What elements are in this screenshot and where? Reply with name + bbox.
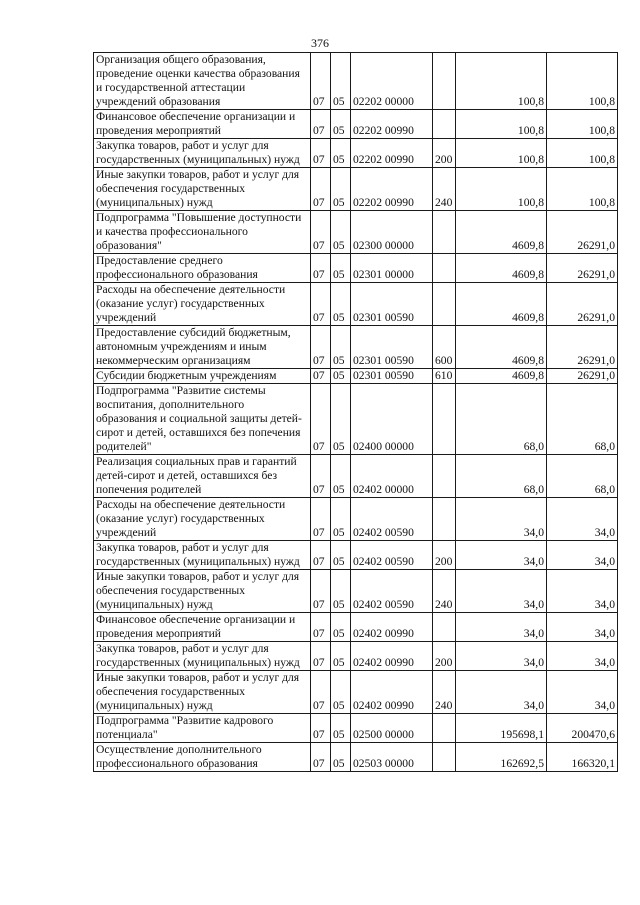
subsection-code-cell: 05 [331, 384, 351, 455]
table-row [94, 139, 618, 168]
expense-type-cell [433, 743, 456, 772]
amount-year2-cell: 100,8 [547, 139, 618, 168]
target-article-cell: 02402 00990 [351, 671, 433, 714]
subsection-code-cell: 05 [331, 498, 351, 541]
table-row [94, 570, 618, 613]
table-row [94, 541, 618, 570]
amount-year1-cell: 34,0 [456, 498, 547, 541]
row-name-cell: Реализация социальных прав и гарантий детей-сирот и детей, оставшихся без попечения родителей [94, 455, 311, 498]
section-code-cell: 07 [311, 743, 331, 772]
amount-year2-cell: 100,8 [547, 110, 618, 139]
subsection-code-cell: 05 [331, 570, 351, 613]
section-code-cell: 07 [311, 541, 331, 570]
target-article-cell: 02400 00000 [351, 384, 433, 455]
table-row [94, 110, 618, 139]
row-name-cell: Расходы на обеспечение деятельности (оказание услуг) государственных учреждений [94, 283, 311, 326]
amount-year2-cell: 68,0 [547, 384, 618, 455]
target-article-cell: 02202 00990 [351, 139, 433, 168]
amount-year1-cell: 34,0 [456, 613, 547, 642]
target-article-cell: 02202 00990 [351, 110, 433, 139]
amount-year1-cell: 4609,8 [456, 369, 547, 384]
amount-year2-cell: 26291,0 [547, 326, 618, 369]
table-row [94, 613, 618, 642]
section-code-cell: 07 [311, 139, 331, 168]
section-code-cell: 07 [311, 570, 331, 613]
row-name-cell: Организация общего образования, проведение оценки качества образования и государственной аттестации учреждений образования [94, 53, 311, 110]
page-number: 376 [311, 36, 329, 50]
table-row [94, 53, 618, 110]
section-code-cell: 07 [311, 671, 331, 714]
amount-year2-cell: 34,0 [547, 541, 618, 570]
table-row [94, 642, 618, 671]
expense-type-cell: 240 [433, 168, 456, 211]
target-article-cell: 02301 00000 [351, 254, 433, 283]
row-name-cell: Иные закупки товаров, работ и услуг для обеспечения государственных (муниципальных) нужд [94, 671, 311, 714]
row-name-cell: Финансовое обеспечение организации и проведения мероприятий [94, 613, 311, 642]
amount-year2-cell: 100,8 [547, 53, 618, 110]
section-code-cell: 07 [311, 498, 331, 541]
row-name-cell: Закупка товаров, работ и услуг для государственных (муниципальных) нужд [94, 642, 311, 671]
expense-type-cell: 200 [433, 541, 456, 570]
table-row [94, 369, 618, 384]
row-name-cell: Закупка товаров, работ и услуг для государственных (муниципальных) нужд [94, 541, 311, 570]
amount-year2-cell: 26291,0 [547, 211, 618, 254]
section-code-cell: 07 [311, 369, 331, 384]
table-row [94, 455, 618, 498]
expense-type-cell [433, 455, 456, 498]
amount-year2-cell: 200470,6 [547, 714, 618, 743]
section-code-cell: 07 [311, 455, 331, 498]
row-name-cell: Подпрограмма "Развитие кадрового потенциала" [94, 714, 311, 743]
table-row [94, 254, 618, 283]
row-name-cell: Субсидии бюджетным учреждениям [94, 369, 311, 384]
subsection-code-cell: 05 [331, 743, 351, 772]
section-code-cell: 07 [311, 613, 331, 642]
section-code-cell: 07 [311, 714, 331, 743]
row-name-cell: Предоставление среднего профессионального образования [94, 254, 311, 283]
subsection-code-cell: 05 [331, 326, 351, 369]
section-code-cell: 07 [311, 211, 331, 254]
subsection-code-cell: 05 [331, 714, 351, 743]
amount-year2-cell: 26291,0 [547, 254, 618, 283]
amount-year1-cell: 34,0 [456, 671, 547, 714]
target-article-cell: 02500 00000 [351, 714, 433, 743]
amount-year1-cell: 4609,8 [456, 326, 547, 369]
amount-year1-cell: 100,8 [456, 168, 547, 211]
subsection-code-cell: 05 [331, 254, 351, 283]
subsection-code-cell: 05 [331, 110, 351, 139]
expense-type-cell: 240 [433, 570, 456, 613]
row-name-cell: Иные закупки товаров, работ и услуг для обеспечения государственных (муниципальных) нужд [94, 570, 311, 613]
expense-type-cell [433, 384, 456, 455]
table-row [94, 283, 618, 326]
expense-type-cell [433, 53, 456, 110]
target-article-cell: 02301 00590 [351, 326, 433, 369]
expense-type-cell [433, 110, 456, 139]
table-row [94, 714, 618, 743]
amount-year2-cell: 34,0 [547, 498, 618, 541]
expense-type-cell: 200 [433, 642, 456, 671]
table-row [94, 671, 618, 714]
amount-year1-cell: 100,8 [456, 110, 547, 139]
amount-year1-cell: 4609,8 [456, 283, 547, 326]
table-row [94, 326, 618, 369]
budget-table [93, 52, 618, 772]
section-code-cell: 07 [311, 254, 331, 283]
target-article-cell: 02402 00590 [351, 498, 433, 541]
subsection-code-cell: 05 [331, 211, 351, 254]
target-article-cell: 02402 00990 [351, 642, 433, 671]
amount-year2-cell: 34,0 [547, 642, 618, 671]
target-article-cell: 02402 00990 [351, 613, 433, 642]
target-article-cell: 02503 00000 [351, 743, 433, 772]
expense-type-cell: 240 [433, 671, 456, 714]
row-name-cell: Предоставление субсидий бюджетным, автономным учреждениям и иным некоммерческим организациям [94, 326, 311, 369]
table-row [94, 168, 618, 211]
amount-year2-cell: 34,0 [547, 671, 618, 714]
amount-year1-cell: 100,8 [456, 139, 547, 168]
section-code-cell: 07 [311, 326, 331, 369]
expense-type-cell: 610 [433, 369, 456, 384]
amount-year1-cell: 34,0 [456, 570, 547, 613]
amount-year1-cell: 68,0 [456, 384, 547, 455]
row-name-cell: Осуществление дополнительного профессионального образования [94, 743, 311, 772]
expense-type-cell [433, 211, 456, 254]
amount-year1-cell: 4609,8 [456, 211, 547, 254]
budget-table-body [94, 53, 618, 772]
amount-year2-cell: 68,0 [547, 455, 618, 498]
target-article-cell: 02202 00000 [351, 53, 433, 110]
row-name-cell: Закупка товаров, работ и услуг для государственных (муниципальных) нужд [94, 139, 311, 168]
expense-type-cell [433, 254, 456, 283]
amount-year2-cell: 34,0 [547, 570, 618, 613]
section-code-cell: 07 [311, 384, 331, 455]
amount-year2-cell: 166320,1 [547, 743, 618, 772]
target-article-cell: 02300 00000 [351, 211, 433, 254]
row-name-cell: Финансовое обеспечение организации и проведения мероприятий [94, 110, 311, 139]
subsection-code-cell: 05 [331, 642, 351, 671]
amount-year1-cell: 4609,8 [456, 254, 547, 283]
expense-type-cell [433, 613, 456, 642]
target-article-cell: 02402 00590 [351, 570, 433, 613]
target-article-cell: 02301 00590 [351, 369, 433, 384]
section-code-cell: 07 [311, 110, 331, 139]
expense-type-cell [433, 714, 456, 743]
amount-year2-cell: 100,8 [547, 168, 618, 211]
amount-year1-cell: 34,0 [456, 642, 547, 671]
amount-year1-cell: 100,8 [456, 53, 547, 110]
expense-type-cell [433, 498, 456, 541]
section-code-cell: 07 [311, 283, 331, 326]
row-name-cell: Иные закупки товаров, работ и услуг для обеспечения государственных (муниципальных) нужд [94, 168, 311, 211]
section-code-cell: 07 [311, 642, 331, 671]
amount-year1-cell: 68,0 [456, 455, 547, 498]
table-row [94, 743, 618, 772]
row-name-cell: Подпрограмма "Развитие системы воспитания, дополнительного образования и социальной защиты детей-сирот и детей, оставшихся без попечения родителей" [94, 384, 311, 455]
target-article-cell: 02402 00590 [351, 541, 433, 570]
subsection-code-cell: 05 [331, 369, 351, 384]
amount-year2-cell: 26291,0 [547, 369, 618, 384]
row-name-cell: Подпрограмма "Повышение доступности и качества профессионального образования" [94, 211, 311, 254]
subsection-code-cell: 05 [331, 671, 351, 714]
target-article-cell: 02202 00990 [351, 168, 433, 211]
row-name-cell: Расходы на обеспечение деятельности (оказание услуг) государственных учреждений [94, 498, 311, 541]
expense-type-cell [433, 283, 456, 326]
subsection-code-cell: 05 [331, 168, 351, 211]
amount-year2-cell: 26291,0 [547, 283, 618, 326]
expense-type-cell: 200 [433, 139, 456, 168]
expense-type-cell: 600 [433, 326, 456, 369]
subsection-code-cell: 05 [331, 53, 351, 110]
table-row [94, 211, 618, 254]
target-article-cell: 02402 00000 [351, 455, 433, 498]
subsection-code-cell: 05 [331, 541, 351, 570]
subsection-code-cell: 05 [331, 613, 351, 642]
table-row [94, 498, 618, 541]
amount-year1-cell: 162692,5 [456, 743, 547, 772]
target-article-cell: 02301 00590 [351, 283, 433, 326]
subsection-code-cell: 05 [331, 283, 351, 326]
subsection-code-cell: 05 [331, 139, 351, 168]
section-code-cell: 07 [311, 53, 331, 110]
section-code-cell: 07 [311, 168, 331, 211]
table-row [94, 384, 618, 455]
amount-year2-cell: 34,0 [547, 613, 618, 642]
subsection-code-cell: 05 [331, 455, 351, 498]
amount-year1-cell: 195698,1 [456, 714, 547, 743]
amount-year1-cell: 34,0 [456, 541, 547, 570]
